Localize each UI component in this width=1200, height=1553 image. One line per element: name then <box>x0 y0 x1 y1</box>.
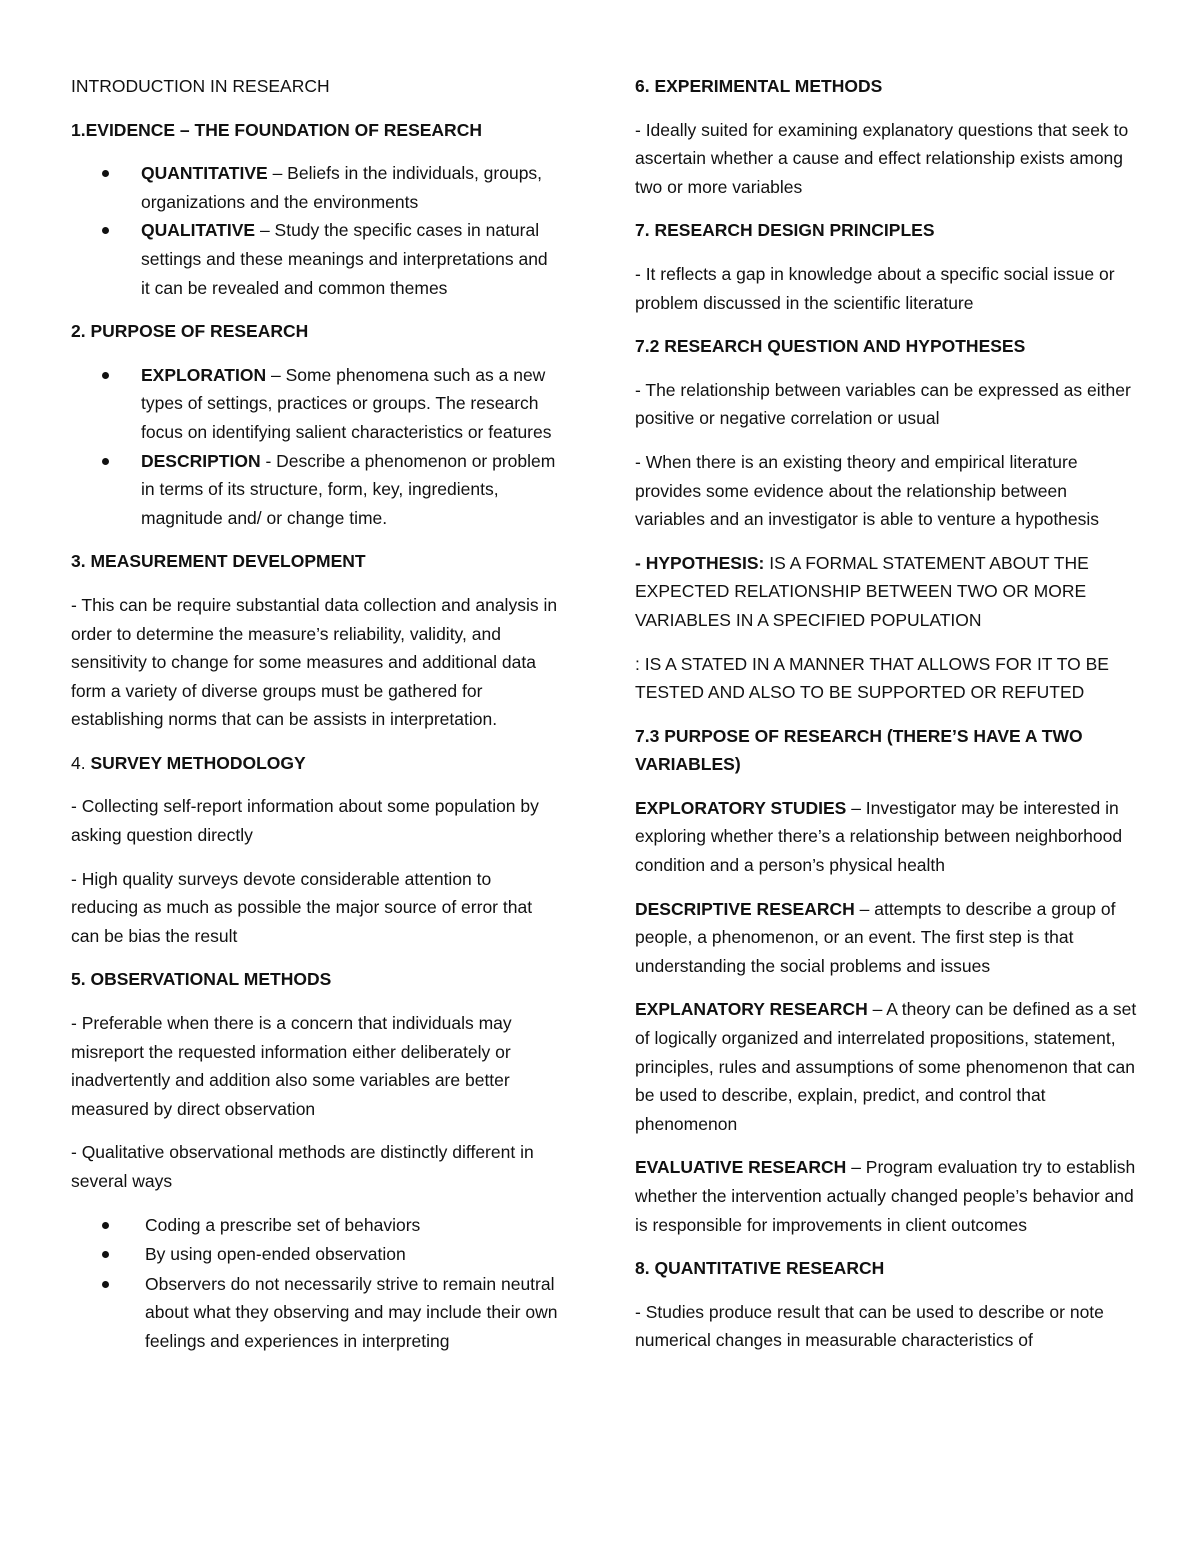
section-7-2-heading: 7.2 RESEARCH QUESTION AND HYPOTHESES <box>635 336 1026 357</box>
paragraph: - When there is an existing theory and empirical literature provides some evidence about the relationship between variables and an investigator is able to venture a hypothesis <box>635 451 1100 530</box>
research-type-text: – Investigator may be interested in exploring whether there’s a relationship between neighborhood condition and a person’s physical health <box>635 797 1123 876</box>
paragraph: - The relationship between variables can be expressed as either positive or negative correlation or usual <box>635 379 1131 429</box>
list-item <box>71 159 561 216</box>
research-type-text: – attempts to describe a group of people, a phenomenon, or an event. The first step is that understanding the social problems and issues <box>635 898 1116 976</box>
research-type-paragraph <box>635 995 1140 1138</box>
paragraph: - Preferable when there is a concern that individuals may misreport the requested information either deliberately or inadvertently and addition also some variables are better measured by direct observation <box>71 1013 512 1119</box>
list-item <box>71 216 561 302</box>
list-item <box>71 1211 561 1240</box>
section-5-heading: 5. OBSERVATIONAL METHODS <box>71 969 332 990</box>
paragraph: - This can be require substantial data collection and analysis in order to determine the measure’s reliability, validity, and sensitivity to change for some measures and additional data form a variety of diverse groups must be gathered for establishing norms that can be assists in interpretation. <box>71 594 558 730</box>
research-type-term: EXPLANATORY RESEARCH <box>635 999 868 1020</box>
hypothesis-text: IS A FORMAL STATEMENT ABOUT THE EXPECTED RELATIONSHIP BETWEEN TWO OR MORE VARIABLES IN A SPECIFIED POPULATION <box>635 552 1089 630</box>
paragraph: - Studies produce result that can be used to describe or note numerical changes in measurable characteristics of <box>635 1301 1104 1351</box>
list-item-term: DESCRIPTION <box>141 450 261 471</box>
hypothesis-prefix: - <box>635 552 646 573</box>
section-2-heading: 2. PURPOSE OF RESEARCH <box>71 321 309 342</box>
bullet-icon <box>102 1281 109 1288</box>
section-7-3-heading: 7.3 PURPOSE OF RESEARCH (THERE’S HAVE A TWO VARIABLES) <box>635 725 1083 775</box>
research-type-paragraph <box>635 794 1140 880</box>
hypothesis-paragraph <box>635 549 1140 635</box>
research-type-paragraph <box>635 895 1140 981</box>
list-item <box>71 1270 561 1356</box>
paragraph: - Qualitative observational methods are distinctly different in several ways <box>71 1142 534 1191</box>
list-item <box>71 1240 561 1269</box>
research-type-term: EXPLORATORY STUDIES <box>635 797 847 818</box>
hypothesis-paragraph-2: : IS A STATED IN A MANNER THAT ALLOWS FOR IT TO BE TESTED AND ALSO TO BE SUPPORTED OR REFUTED <box>635 653 1109 703</box>
section-7-heading: 7. RESEARCH DESIGN PRINCIPLES <box>635 220 935 241</box>
left-column <box>71 72 561 1371</box>
research-type-text: – A theory can be defined as a set of logically organized and interrelated propositions, statement, principles, rules and assumptions of some phenomenon that can be used to describe, explain, predict, and control that phenomenon <box>635 999 1137 1134</box>
list-item-term: QUANTITATIVE <box>141 163 268 184</box>
section-5-list <box>71 1211 561 1356</box>
list-item-text: - Describe a phenomenon or problem in terms of its structure, form, key, ingredients, magnitude and/ or change time. <box>141 450 556 528</box>
hypothesis-term: HYPOTHESIS: <box>645 552 765 573</box>
bullet-icon <box>102 1222 109 1229</box>
section-2-list <box>71 361 561 533</box>
paragraph: - High quality surveys devote considerable attention to reducing as much as possible the major source of error that can be bias the result <box>71 868 533 946</box>
list-item-text: – Beliefs in the individuals, groups, organizations and the environments <box>141 163 543 212</box>
list-item-text: Coding a prescribe set of behaviors <box>145 1214 421 1235</box>
list-item-term: EXPLORATION <box>141 364 267 385</box>
paragraph: - Ideally suited for examining explanatory questions that seek to ascertain whether a cause and effect relationship exists among two or more variables <box>635 119 1129 197</box>
paragraph: - It reflects a gap in knowledge about a specific social issue or problem discussed in the scientific literature <box>635 263 1115 313</box>
right-column <box>635 72 1140 1370</box>
section-4-number: 4. <box>71 752 91 773</box>
paragraph: - Collecting self-report information about some population by asking question directly <box>71 796 539 846</box>
section-4-heading <box>71 749 561 778</box>
bullet-icon <box>102 227 109 234</box>
bullet-icon <box>102 170 109 177</box>
research-type-text: – Program evaluation try to establish whether the intervention actually changed people’s behavior and is responsible for improvements in client outcomes <box>635 1157 1136 1235</box>
section-3-heading: 3. MEASUREMENT DEVELOPMENT <box>71 551 366 572</box>
list-item <box>71 447 561 533</box>
list-item-text: – Study the specific cases in natural settings and these meanings and interpretations and it can be revealed and common themes <box>141 220 548 298</box>
bullet-icon <box>102 458 109 465</box>
section-1-heading: 1.EVIDENCE – THE FOUNDATION OF RESEARCH <box>71 119 482 140</box>
list-item-text: By using open-ended observation <box>145 1244 406 1265</box>
section-4-title: SURVEY METHODOLOGY <box>90 752 306 773</box>
list-item-term: QUALITATIVE <box>141 220 256 241</box>
research-type-paragraph <box>635 1153 1140 1239</box>
research-type-term: DESCRIPTIVE RESEARCH <box>635 898 855 919</box>
document-title: INTRODUCTION IN RESEARCH <box>71 76 330 96</box>
section-6-heading: 6. EXPERIMENTAL METHODS <box>635 76 883 96</box>
list-item-text: – Some phenomena such as a new types of settings, practices or groups. The research focus on identifying salient characteristics or features <box>141 364 552 442</box>
bullet-icon <box>102 372 109 379</box>
research-type-term: EVALUATIVE RESEARCH <box>635 1157 847 1178</box>
section-1-list <box>71 159 561 302</box>
section-8-heading: 8. QUANTITATIVE RESEARCH <box>635 1258 885 1279</box>
list-item <box>71 361 561 447</box>
list-item-text: Observers do not necessarily strive to remain neutral about what they observing and may include their own feelings and experiences in interpreting <box>145 1273 558 1351</box>
bullet-icon <box>102 1251 109 1258</box>
